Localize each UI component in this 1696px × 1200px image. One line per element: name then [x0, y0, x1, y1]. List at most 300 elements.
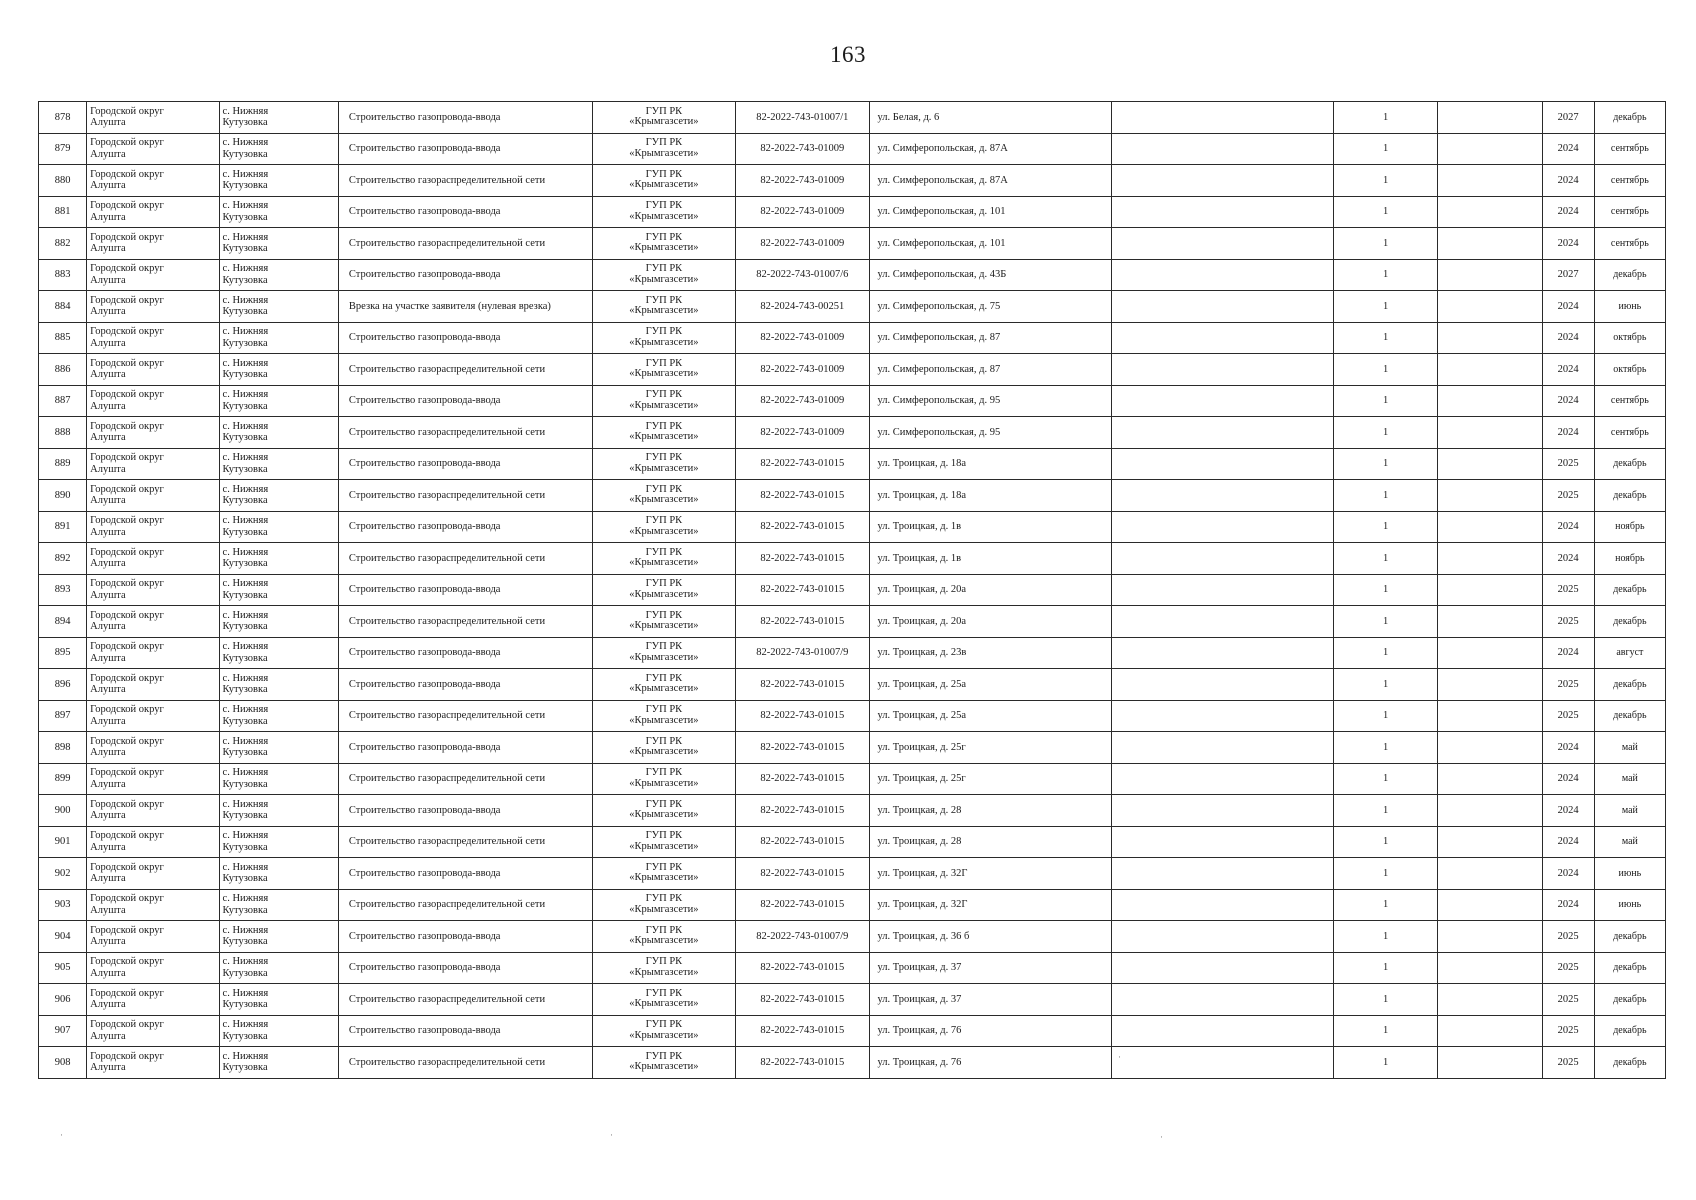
- locality-cell-line: с. Нижняя: [222, 263, 269, 275]
- empty-cell: [1112, 480, 1334, 512]
- locality-cell-line: Кутузовка: [222, 810, 268, 822]
- organization-cell-line: «Крымгазсети»: [629, 305, 699, 317]
- district-cell-line: Алушта: [90, 148, 126, 160]
- district-cell-line: Городской округ: [90, 798, 164, 810]
- locality-cell-line: с. Нижняя: [222, 168, 269, 180]
- table-row: [39, 322, 1666, 354]
- document-number-cell: 82-2022-743-01009: [736, 165, 869, 197]
- blank-cell: [1438, 1047, 1542, 1079]
- district-cell: [87, 543, 219, 575]
- document-number-cell: 82-2022-743-01007/9: [736, 637, 869, 669]
- work-type-cell: Строительство газораспределительной сети: [338, 826, 592, 858]
- district-cell-line: Алушта: [90, 1030, 126, 1042]
- document-number-cell: 82-2022-743-01007/6: [736, 259, 869, 291]
- district-cell-line: Алушта: [90, 936, 126, 948]
- row-number-cell: 885: [39, 322, 87, 354]
- month-cell: декабрь: [1594, 606, 1665, 638]
- empty-cell: [1112, 385, 1334, 417]
- organization-cell: [592, 795, 735, 827]
- district-cell: [87, 354, 219, 386]
- table-row: [39, 417, 1666, 449]
- work-type-cell: Строительство газораспределительной сети: [338, 228, 592, 260]
- work-type-cell: Строительство газопровода-ввода: [338, 669, 592, 701]
- month-cell: декабрь: [1594, 448, 1665, 480]
- organization-cell-line: ГУП РК: [645, 987, 683, 999]
- work-type-cell: Строительство газораспределительной сети: [338, 354, 592, 386]
- blank-cell: [1438, 795, 1542, 827]
- locality-cell-line: Кутузовка: [222, 180, 268, 192]
- table-row: [39, 669, 1666, 701]
- district-cell-line: Алушта: [90, 526, 126, 538]
- district-cell: [87, 511, 219, 543]
- district-cell: [87, 921, 219, 953]
- quantity-cell: 1: [1333, 921, 1437, 953]
- district-cell-line: Алушта: [90, 589, 126, 601]
- organization-cell: [592, 574, 735, 606]
- month-cell: май: [1594, 763, 1665, 795]
- work-type-cell: Врезка на участке заявителя (нулевая врезка): [338, 291, 592, 323]
- district-cell: [87, 637, 219, 669]
- scan-mark: ·: [1160, 1132, 1163, 1142]
- locality-cell: [219, 385, 338, 417]
- document-number-cell: 82-2022-743-01015: [736, 732, 869, 764]
- row-number-cell: 900: [39, 795, 87, 827]
- blank-cell: [1438, 984, 1542, 1016]
- blank-cell: [1438, 165, 1542, 197]
- year-cell: 2024: [1542, 511, 1594, 543]
- row-number-cell: 893: [39, 574, 87, 606]
- empty-cell: [1112, 259, 1334, 291]
- document-number-cell: 82-2022-743-01015: [736, 826, 869, 858]
- month-cell: сентябрь: [1594, 417, 1665, 449]
- document-number-cell: 82-2022-743-01015: [736, 858, 869, 890]
- organization-cell-line: «Крымгазсети»: [629, 903, 699, 915]
- locality-cell-line: Кутузовка: [222, 274, 268, 286]
- organization-cell: [592, 196, 735, 228]
- district-cell: [87, 417, 219, 449]
- year-cell: 2025: [1542, 952, 1594, 984]
- locality-cell-line: с. Нижняя: [222, 987, 269, 999]
- organization-cell-line: «Крымгазсети»: [629, 872, 699, 884]
- district-cell-line: Городской округ: [90, 105, 164, 117]
- blank-cell: [1438, 196, 1542, 228]
- district-cell-line: Алушта: [90, 747, 126, 759]
- empty-cell: [1112, 102, 1334, 134]
- locality-cell-line: с. Нижняя: [222, 924, 269, 936]
- blank-cell: [1438, 543, 1542, 575]
- work-type-cell: Строительство газораспределительной сети: [338, 165, 592, 197]
- organization-cell-line: ГУП РК: [645, 704, 683, 716]
- locality-cell: [219, 700, 338, 732]
- district-cell-line: Алушта: [90, 904, 126, 916]
- district-cell: [87, 228, 219, 260]
- work-type-cell: Строительство газопровода-ввода: [338, 196, 592, 228]
- document-number-cell: 82-2022-743-01015: [736, 574, 869, 606]
- organization-cell-line: ГУП РК: [645, 578, 683, 590]
- document-number-cell: 82-2022-743-01015: [736, 606, 869, 638]
- month-cell: сентябрь: [1594, 165, 1665, 197]
- table-row: [39, 291, 1666, 323]
- organization-cell: [592, 448, 735, 480]
- row-number-cell: 894: [39, 606, 87, 638]
- row-number-cell: 899: [39, 763, 87, 795]
- quantity-cell: 1: [1333, 1015, 1437, 1047]
- empty-cell: [1112, 322, 1334, 354]
- locality-cell: [219, 511, 338, 543]
- empty-cell: [1112, 921, 1334, 953]
- address-cell: ул. Троицкая, д. 25г: [869, 763, 1112, 795]
- empty-cell: [1112, 669, 1334, 701]
- year-cell: 2027: [1542, 102, 1594, 134]
- district-cell: [87, 889, 219, 921]
- work-type-cell: Строительство газопровода-ввода: [338, 385, 592, 417]
- document-number-cell: 82-2022-743-01015: [736, 1015, 869, 1047]
- locality-cell: [219, 921, 338, 953]
- empty-cell: [1112, 228, 1334, 260]
- organization-cell: [592, 889, 735, 921]
- year-cell: 2024: [1542, 795, 1594, 827]
- table-row: [39, 606, 1666, 638]
- organization-cell: [592, 952, 735, 984]
- scan-mark: ·: [1118, 1052, 1121, 1062]
- locality-cell-line: Кутузовка: [222, 1062, 268, 1074]
- locality-cell-line: Кутузовка: [222, 841, 268, 853]
- organization-cell: [592, 102, 735, 134]
- organization-cell-line: ГУП РК: [645, 200, 683, 212]
- organization-cell: [592, 1015, 735, 1047]
- organization-cell-line: ГУП РК: [645, 924, 683, 936]
- address-cell: ул. Троицкая, д. 37: [869, 952, 1112, 984]
- row-number-cell: 879: [39, 133, 87, 165]
- organization-cell: [592, 511, 735, 543]
- document-number-cell: 82-2022-743-01015: [736, 511, 869, 543]
- table-row: [39, 921, 1666, 953]
- organization-cell-line: «Крымгазсети»: [629, 714, 699, 726]
- district-cell-line: Городской округ: [90, 483, 164, 495]
- district-cell: [87, 732, 219, 764]
- table-row: [39, 196, 1666, 228]
- blank-cell: [1438, 763, 1542, 795]
- organization-cell-line: «Крымгазсети»: [629, 683, 699, 695]
- locality-cell: [219, 1047, 338, 1079]
- locality-cell-line: Кутузовка: [222, 967, 268, 979]
- district-cell-line: Алушта: [90, 400, 126, 412]
- work-type-cell: Строительство газопровода-ввода: [338, 952, 592, 984]
- table-row: [39, 165, 1666, 197]
- organization-cell: [592, 984, 735, 1016]
- organization-cell-line: «Крымгазсети»: [629, 494, 699, 506]
- locality-cell-line: Кутузовка: [222, 117, 268, 129]
- quantity-cell: 1: [1333, 259, 1437, 291]
- table-row: [39, 480, 1666, 512]
- document-number-cell: 82-2022-743-01007/1: [736, 102, 869, 134]
- month-cell: декабрь: [1594, 952, 1665, 984]
- organization-cell: [592, 543, 735, 575]
- locality-cell: [219, 889, 338, 921]
- quantity-cell: 1: [1333, 700, 1437, 732]
- locality-cell-line: с. Нижняя: [222, 1019, 269, 1031]
- work-type-cell: Строительство газопровода-ввода: [338, 637, 592, 669]
- month-cell: декабрь: [1594, 1015, 1665, 1047]
- locality-cell: [219, 952, 338, 984]
- table-row: [39, 102, 1666, 134]
- district-cell-line: Алушта: [90, 180, 126, 192]
- year-cell: 2025: [1542, 574, 1594, 606]
- district-cell-line: Алушта: [90, 999, 126, 1011]
- locality-cell: [219, 165, 338, 197]
- organization-cell: [592, 480, 735, 512]
- year-cell: 2024: [1542, 732, 1594, 764]
- locality-cell-line: с. Нижняя: [222, 357, 269, 369]
- table-row: [39, 700, 1666, 732]
- address-cell: ул. Троицкая, д. 20а: [869, 606, 1112, 638]
- organization-cell: [592, 669, 735, 701]
- organization-cell: [592, 858, 735, 890]
- year-cell: 2025: [1542, 700, 1594, 732]
- address-cell: ул. Симферопольская, д. 87А: [869, 165, 1112, 197]
- quantity-cell: 1: [1333, 165, 1437, 197]
- locality-cell-line: Кутузовка: [222, 589, 268, 601]
- row-number-cell: 903: [39, 889, 87, 921]
- locality-cell-line: Кутузовка: [222, 936, 268, 948]
- locality-cell-line: с. Нижняя: [222, 641, 269, 653]
- locality-cell-line: Кутузовка: [222, 684, 268, 696]
- locality-cell-line: с. Нижняя: [222, 546, 269, 558]
- month-cell: декабрь: [1594, 1047, 1665, 1079]
- locality-cell-line: Кутузовка: [222, 715, 268, 727]
- empty-cell: [1112, 417, 1334, 449]
- address-cell: ул. Троицкая, д. 25а: [869, 700, 1112, 732]
- blank-cell: [1438, 228, 1542, 260]
- row-number-cell: 906: [39, 984, 87, 1016]
- locality-cell: [219, 322, 338, 354]
- document-number-cell: 82-2022-743-01015: [736, 1047, 869, 1079]
- document-number-cell: 82-2022-743-01015: [736, 543, 869, 575]
- locality-cell: [219, 102, 338, 134]
- district-cell-line: Алушта: [90, 495, 126, 507]
- document-number-cell: 82-2024-743-00251: [736, 291, 869, 323]
- district-cell: [87, 133, 219, 165]
- organization-cell: [592, 921, 735, 953]
- month-cell: июнь: [1594, 858, 1665, 890]
- work-type-cell: Строительство газораспределительной сети: [338, 984, 592, 1016]
- work-type-cell: Строительство газопровода-ввода: [338, 133, 592, 165]
- organization-cell: [592, 165, 735, 197]
- organization-cell: [592, 322, 735, 354]
- address-cell: ул. Симферопольская, д. 95: [869, 417, 1112, 449]
- address-cell: ул. Симферопольская, д. 75: [869, 291, 1112, 323]
- district-cell: [87, 1047, 219, 1079]
- locality-cell: [219, 228, 338, 260]
- district-cell-line: Городской округ: [90, 1019, 164, 1031]
- table-row: [39, 511, 1666, 543]
- month-cell: сентябрь: [1594, 385, 1665, 417]
- district-cell-line: Городской округ: [90, 389, 164, 401]
- blank-cell: [1438, 448, 1542, 480]
- district-cell: [87, 322, 219, 354]
- table-row: [39, 889, 1666, 921]
- address-cell: ул. Симферопольская, д. 101: [869, 228, 1112, 260]
- blank-cell: [1438, 826, 1542, 858]
- locality-cell-line: Кутузовка: [222, 526, 268, 538]
- organization-cell-line: «Крымгазсети»: [629, 746, 699, 758]
- address-cell: ул. Троицкая, д. 20а: [869, 574, 1112, 606]
- blank-cell: [1438, 574, 1542, 606]
- year-cell: 2024: [1542, 543, 1594, 575]
- row-number-cell: 889: [39, 448, 87, 480]
- district-cell-line: Городской округ: [90, 767, 164, 779]
- row-number-cell: 890: [39, 480, 87, 512]
- row-number-cell: 892: [39, 543, 87, 575]
- organization-cell: [592, 700, 735, 732]
- row-number-cell: 891: [39, 511, 87, 543]
- address-cell: ул. Троицкая, д. 25г: [869, 732, 1112, 764]
- quantity-cell: 1: [1333, 322, 1437, 354]
- organization-cell: [592, 417, 735, 449]
- blank-cell: [1438, 417, 1542, 449]
- organization-cell-line: «Крымгазсети»: [629, 620, 699, 632]
- locality-cell-line: с. Нижняя: [222, 1050, 269, 1062]
- empty-cell: [1112, 858, 1334, 890]
- year-cell: 2025: [1542, 480, 1594, 512]
- locality-cell: [219, 480, 338, 512]
- district-cell-line: Городской округ: [90, 294, 164, 306]
- quantity-cell: 1: [1333, 669, 1437, 701]
- year-cell: 2024: [1542, 417, 1594, 449]
- organization-cell-line: ГУП РК: [645, 672, 683, 684]
- blank-cell: [1438, 952, 1542, 984]
- district-cell: [87, 291, 219, 323]
- document-number-cell: 82-2022-743-01009: [736, 133, 869, 165]
- district-cell-line: Городской округ: [90, 420, 164, 432]
- row-number-cell: 895: [39, 637, 87, 669]
- document-number-cell: 82-2022-743-01009: [736, 417, 869, 449]
- blank-cell: [1438, 858, 1542, 890]
- month-cell: сентябрь: [1594, 228, 1665, 260]
- work-type-cell: Строительство газопровода-ввода: [338, 732, 592, 764]
- locality-cell-line: Кутузовка: [222, 369, 268, 381]
- locality-cell-line: Кутузовка: [222, 211, 268, 223]
- empty-cell: [1112, 952, 1334, 984]
- organization-cell: [592, 133, 735, 165]
- blank-cell: [1438, 511, 1542, 543]
- quantity-cell: 1: [1333, 543, 1437, 575]
- quantity-cell: 1: [1333, 354, 1437, 386]
- row-number-cell: 902: [39, 858, 87, 890]
- locality-cell-line: Кутузовка: [222, 621, 268, 633]
- organization-cell-line: ГУП РК: [645, 546, 683, 558]
- district-cell-line: Алушта: [90, 1062, 126, 1074]
- district-cell-line: Городской округ: [90, 672, 164, 684]
- district-cell-line: Алушта: [90, 841, 126, 853]
- locality-cell-line: с. Нижняя: [222, 830, 269, 842]
- district-cell-line: Городской округ: [90, 200, 164, 212]
- month-cell: октябрь: [1594, 322, 1665, 354]
- district-cell-line: Алушта: [90, 432, 126, 444]
- work-type-cell: Строительство газораспределительной сети: [338, 1047, 592, 1079]
- district-cell-line: Алушта: [90, 778, 126, 790]
- locality-cell: [219, 763, 338, 795]
- district-cell: [87, 196, 219, 228]
- locality-cell-line: Кутузовка: [222, 873, 268, 885]
- organization-cell-line: «Крымгазсети»: [629, 777, 699, 789]
- district-cell: [87, 480, 219, 512]
- year-cell: 2024: [1542, 291, 1594, 323]
- document-number-cell: 82-2022-743-01009: [736, 385, 869, 417]
- row-number-cell: 884: [39, 291, 87, 323]
- district-cell-line: Алушта: [90, 810, 126, 822]
- locality-cell-line: с. Нижняя: [222, 767, 269, 779]
- district-cell-line: Алушта: [90, 873, 126, 885]
- quantity-cell: 1: [1333, 448, 1437, 480]
- month-cell: декабрь: [1594, 102, 1665, 134]
- quantity-cell: 1: [1333, 511, 1437, 543]
- locality-cell-line: Кутузовка: [222, 747, 268, 759]
- organization-cell: [592, 763, 735, 795]
- table-row: [39, 637, 1666, 669]
- document-number-cell: 82-2022-743-01015: [736, 480, 869, 512]
- year-cell: 2024: [1542, 889, 1594, 921]
- organization-cell-line: ГУП РК: [645, 1019, 683, 1031]
- locality-cell-line: Кутузовка: [222, 1030, 268, 1042]
- address-cell: ул. Симферопольская, д. 87А: [869, 133, 1112, 165]
- district-cell-line: Городской округ: [90, 987, 164, 999]
- address-cell: ул. Троицкая, д. 32Г: [869, 858, 1112, 890]
- locality-cell-line: с. Нижняя: [222, 105, 269, 117]
- work-type-cell: Строительство газораспределительной сети: [338, 543, 592, 575]
- locality-cell: [219, 133, 338, 165]
- quantity-cell: 1: [1333, 889, 1437, 921]
- year-cell: 2024: [1542, 637, 1594, 669]
- document-number-cell: 82-2022-743-01009: [736, 322, 869, 354]
- year-cell: 2025: [1542, 448, 1594, 480]
- table-row: [39, 574, 1666, 606]
- table-row: [39, 354, 1666, 386]
- year-cell: 2025: [1542, 669, 1594, 701]
- organization-cell-line: «Крымгазсети»: [629, 809, 699, 821]
- locality-cell: [219, 826, 338, 858]
- district-cell-line: Алушта: [90, 967, 126, 979]
- organization-cell-line: ГУП РК: [645, 956, 683, 968]
- month-cell: декабрь: [1594, 480, 1665, 512]
- organization-cell-line: ГУП РК: [645, 483, 683, 495]
- organization-cell-line: «Крымгазсети»: [629, 336, 699, 348]
- table-row: [39, 952, 1666, 984]
- table-row: [39, 385, 1666, 417]
- locality-cell-line: Кутузовка: [222, 558, 268, 570]
- empty-cell: [1112, 354, 1334, 386]
- locality-cell-line: с. Нижняя: [222, 483, 269, 495]
- organization-cell-line: ГУП РК: [645, 609, 683, 621]
- district-cell-line: Городской округ: [90, 609, 164, 621]
- work-type-cell: Строительство газопровода-ввода: [338, 921, 592, 953]
- month-cell: декабрь: [1594, 700, 1665, 732]
- scan-mark: ·: [610, 1130, 613, 1140]
- district-cell: [87, 984, 219, 1016]
- organization-cell-line: «Крымгазсети»: [629, 935, 699, 947]
- locality-cell-line: с. Нижняя: [222, 231, 269, 243]
- quantity-cell: 1: [1333, 417, 1437, 449]
- blank-cell: [1438, 669, 1542, 701]
- locality-cell-line: с. Нижняя: [222, 420, 269, 432]
- address-cell: ул. Симферопольская, д. 87: [869, 354, 1112, 386]
- blank-cell: [1438, 133, 1542, 165]
- table-row: [39, 448, 1666, 480]
- locality-cell-line: с. Нижняя: [222, 704, 269, 716]
- district-cell-line: Городской округ: [90, 704, 164, 716]
- organization-cell-line: «Крымгазсети»: [629, 368, 699, 380]
- month-cell: июнь: [1594, 889, 1665, 921]
